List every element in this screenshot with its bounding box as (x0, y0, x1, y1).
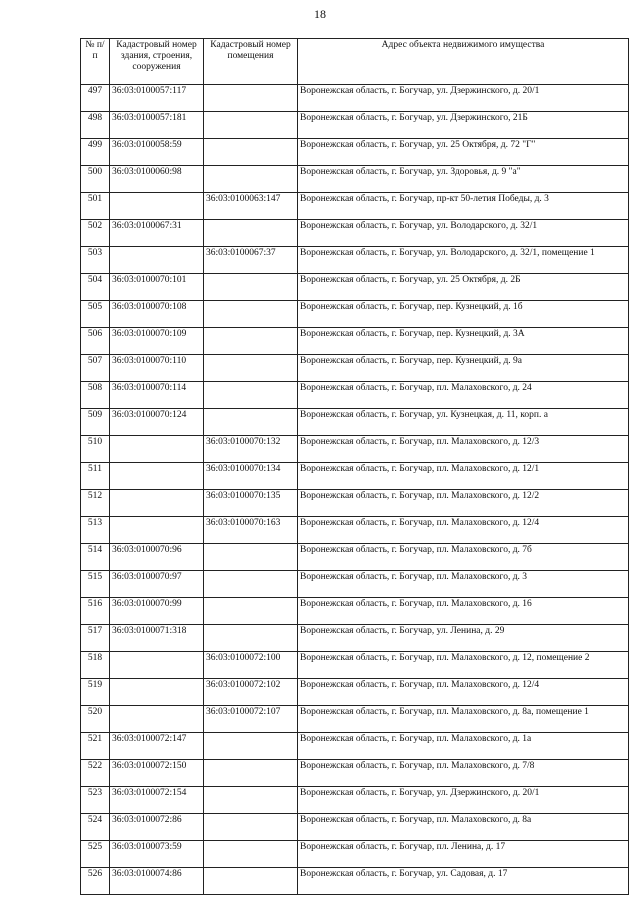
building-cadastral-cell: 36:03:0100057:181 (110, 112, 204, 139)
table-row (81, 220, 629, 247)
room-cadastral-cell (204, 112, 298, 139)
table-row (81, 463, 629, 490)
building-cadastral-cell: 36:03:0100073:59 (110, 841, 204, 868)
building-cadastral-cell: 36:03:0100070:110 (110, 355, 204, 382)
table-row (81, 598, 629, 625)
table-row (81, 571, 629, 598)
building-cadastral-cell: 36:03:0100072:147 (110, 733, 204, 760)
header-room-cadastral: Кадастровый номер помещения (204, 39, 298, 85)
address-cell: Воронежская область, г. Богучар, пл. Малаховского, д. 8а (298, 814, 629, 841)
building-cadastral-cell (110, 679, 204, 706)
table-row (81, 733, 629, 760)
address-cell: Воронежская область, г. Богучар, пл. Малаховского, д. 3 (298, 571, 629, 598)
row-number-cell: 514 (81, 544, 110, 571)
building-cadastral-cell: 36:03:0100070:114 (110, 382, 204, 409)
address-cell: Воронежская область, г. Богучар, пл. Малаховского, д. 12/4 (298, 679, 629, 706)
address-cell: Воронежская область, г. Богучар, пл. Малаховского, д. 12/4 (298, 517, 629, 544)
room-cadastral-cell (204, 274, 298, 301)
table-row (81, 679, 629, 706)
building-cadastral-cell: 36:03:0100058:59 (110, 139, 204, 166)
room-cadastral-cell: 36:03:0100070:132 (204, 436, 298, 463)
row-number-cell: 500 (81, 166, 110, 193)
header-building-cadastral: Кадастровый номер здания, строения, сооружения (110, 39, 204, 85)
table-row (81, 787, 629, 814)
room-cadastral-cell: 36:03:0100070:163 (204, 517, 298, 544)
room-cadastral-cell (204, 733, 298, 760)
room-cadastral-cell: 36:03:0100072:102 (204, 679, 298, 706)
building-cadastral-cell: 36:03:0100070:101 (110, 274, 204, 301)
row-number-cell: 526 (81, 868, 110, 895)
table-row (81, 247, 629, 274)
room-cadastral-cell: 36:03:0100072:100 (204, 652, 298, 679)
address-cell: Воронежская область, г. Богучар, ул. Дзержинского, д. 20/1 (298, 85, 629, 112)
room-cadastral-cell (204, 301, 298, 328)
building-cadastral-cell (110, 517, 204, 544)
building-cadastral-cell: 36:03:0100070:124 (110, 409, 204, 436)
row-number-cell: 503 (81, 247, 110, 274)
building-cadastral-cell: 36:03:0100060:98 (110, 166, 204, 193)
table-header (81, 39, 629, 85)
address-cell: Воронежская область, г. Богучар, пер. Кузнецкий, д. 3А (298, 328, 629, 355)
header-address: Адрес объекта недвижимого имущества (298, 39, 629, 85)
building-cadastral-cell: 36:03:0100070:109 (110, 328, 204, 355)
address-cell: Воронежская область, г. Богучар, ул. Ленина, д. 29 (298, 625, 629, 652)
table-row (81, 841, 629, 868)
building-cadastral-cell: 36:03:0100072:154 (110, 787, 204, 814)
row-number-cell: 515 (81, 571, 110, 598)
room-cadastral-cell (204, 85, 298, 112)
building-cadastral-cell (110, 463, 204, 490)
room-cadastral-cell: 36:03:0100063:147 (204, 193, 298, 220)
building-cadastral-cell: 36:03:0100067:31 (110, 220, 204, 247)
address-cell: Воронежская область, г. Богучар, ул. Здоровья, д. 9 "а" (298, 166, 629, 193)
building-cadastral-cell: 36:03:0100071:318 (110, 625, 204, 652)
table-row (81, 760, 629, 787)
table-row (81, 517, 629, 544)
table-row (81, 436, 629, 463)
row-number-cell: 499 (81, 139, 110, 166)
table-row (81, 112, 629, 139)
room-cadastral-cell (204, 571, 298, 598)
address-cell: Воронежская область, г. Богучар, пл. Малаховского, д. 12/3 (298, 436, 629, 463)
table-row (81, 274, 629, 301)
address-cell: Воронежская область, г. Богучар, ул. 25 Октября, д. 2Б (298, 274, 629, 301)
table-row (81, 139, 629, 166)
address-cell: Воронежская область, г. Богучар, пр-кт 50-летия Победы, д. 3 (298, 193, 629, 220)
room-cadastral-cell (204, 814, 298, 841)
room-cadastral-cell: 36:03:0100070:134 (204, 463, 298, 490)
row-number-cell: 498 (81, 112, 110, 139)
row-number-cell: 507 (81, 355, 110, 382)
address-cell: Воронежская область, г. Богучар, пл. Ленина, д. 17 (298, 841, 629, 868)
table-row (81, 706, 629, 733)
room-cadastral-cell (204, 544, 298, 571)
row-number-cell: 522 (81, 760, 110, 787)
address-cell: Воронежская область, г. Богучар, пл. Малаховского, д. 12/2 (298, 490, 629, 517)
page-number: 18 (314, 7, 326, 21)
room-cadastral-cell (204, 166, 298, 193)
building-cadastral-cell: 36:03:0100072:86 (110, 814, 204, 841)
building-cadastral-cell (110, 706, 204, 733)
address-cell: Воронежская область, г. Богучар, ул. Садовая, д. 17 (298, 868, 629, 895)
room-cadastral-cell (204, 382, 298, 409)
row-number-cell: 508 (81, 382, 110, 409)
address-cell: Воронежская область, г. Богучар, ул. Кузнецкая, д. 11, корп. а (298, 409, 629, 436)
room-cadastral-cell (204, 787, 298, 814)
address-cell: Воронежская область, г. Богучар, ул. Дзержинского, 21Б (298, 112, 629, 139)
building-cadastral-cell: 36:03:0100072:150 (110, 760, 204, 787)
room-cadastral-cell (204, 598, 298, 625)
row-number-cell: 504 (81, 274, 110, 301)
row-number-cell: 516 (81, 598, 110, 625)
room-cadastral-cell: 36:03:0100072:107 (204, 706, 298, 733)
address-cell: Воронежская область, г. Богучар, пл. Малаховского, д. 7/8 (298, 760, 629, 787)
address-cell: Воронежская область, г. Богучар, пл. Малаховского, д. 7б (298, 544, 629, 571)
room-cadastral-cell (204, 409, 298, 436)
building-cadastral-cell: 36:03:0100074:86 (110, 868, 204, 895)
table-row (81, 355, 629, 382)
building-cadastral-cell: 36:03:0100070:99 (110, 598, 204, 625)
room-cadastral-cell (204, 139, 298, 166)
building-cadastral-cell: 36:03:0100057:117 (110, 85, 204, 112)
row-number-cell: 509 (81, 409, 110, 436)
room-cadastral-cell: 36:03:0100070:135 (204, 490, 298, 517)
table-row (81, 625, 629, 652)
row-number-cell: 524 (81, 814, 110, 841)
table-row (81, 409, 629, 436)
header-row (81, 39, 629, 85)
building-cadastral-cell (110, 436, 204, 463)
table-row (81, 868, 629, 895)
row-number-cell: 512 (81, 490, 110, 517)
row-number-cell: 511 (81, 463, 110, 490)
room-cadastral-cell (204, 841, 298, 868)
row-number-cell: 523 (81, 787, 110, 814)
room-cadastral-cell (204, 625, 298, 652)
table-row (81, 490, 629, 517)
room-cadastral-cell (204, 220, 298, 247)
table-row (81, 652, 629, 679)
table-body (81, 85, 629, 895)
row-number-cell: 501 (81, 193, 110, 220)
building-cadastral-cell (110, 490, 204, 517)
table-row (81, 382, 629, 409)
row-number-cell: 513 (81, 517, 110, 544)
room-cadastral-cell (204, 868, 298, 895)
address-cell: Воронежская область, г. Богучар, пер. Кузнецкий, д. 1б (298, 301, 629, 328)
table-row (81, 814, 629, 841)
row-number-cell: 519 (81, 679, 110, 706)
row-number-cell: 520 (81, 706, 110, 733)
table-row (81, 301, 629, 328)
building-cadastral-cell (110, 652, 204, 679)
table-row (81, 328, 629, 355)
room-cadastral-cell (204, 760, 298, 787)
address-cell: Воронежская область, г. Богучар, пл. Малаховского, д. 12/1 (298, 463, 629, 490)
row-number-cell: 505 (81, 301, 110, 328)
building-cadastral-cell: 36:03:0100070:96 (110, 544, 204, 571)
address-cell: Воронежская область, г. Богучар, пл. Малаховского, д. 8а, помещение 1 (298, 706, 629, 733)
room-cadastral-cell: 36:03:0100067:37 (204, 247, 298, 274)
address-cell: Воронежская область, г. Богучар, ул. Володарского, д. 32/1, помещение 1 (298, 247, 629, 274)
row-number-cell: 510 (81, 436, 110, 463)
row-number-cell: 521 (81, 733, 110, 760)
address-cell: Воронежская область, г. Богучар, пл. Малаховского, д. 12, помещение 2 (298, 652, 629, 679)
row-number-cell: 525 (81, 841, 110, 868)
building-cadastral-cell: 36:03:0100070:108 (110, 301, 204, 328)
address-cell: Воронежская область, г. Богучар, пер. Кузнецкий, д. 9а (298, 355, 629, 382)
row-number-cell: 518 (81, 652, 110, 679)
row-number-cell: 517 (81, 625, 110, 652)
header-number: № п/п (81, 39, 110, 85)
address-cell: Воронежская область, г. Богучар, ул. 25 Октября, д. 72 "Г" (298, 139, 629, 166)
table-row (81, 193, 629, 220)
registry-table (80, 38, 629, 895)
building-cadastral-cell: 36:03:0100070:97 (110, 571, 204, 598)
table-row (81, 166, 629, 193)
address-cell: Воронежская область, г. Богучар, ул. Дзержинского, д. 20/1 (298, 787, 629, 814)
address-cell: Воронежская область, г. Богучар, ул. Володарского, д. 32/1 (298, 220, 629, 247)
building-cadastral-cell (110, 247, 204, 274)
address-cell: Воронежская область, г. Богучар, пл. Малаховского, д. 16 (298, 598, 629, 625)
table-row (81, 85, 629, 112)
address-cell: Воронежская область, г. Богучар, пл. Малаховского, д. 24 (298, 382, 629, 409)
room-cadastral-cell (204, 328, 298, 355)
building-cadastral-cell (110, 193, 204, 220)
room-cadastral-cell (204, 355, 298, 382)
table-row (81, 544, 629, 571)
address-cell: Воронежская область, г. Богучар, пл. Малаховского, д. 1а (298, 733, 629, 760)
row-number-cell: 497 (81, 85, 110, 112)
row-number-cell: 502 (81, 220, 110, 247)
row-number-cell: 506 (81, 328, 110, 355)
